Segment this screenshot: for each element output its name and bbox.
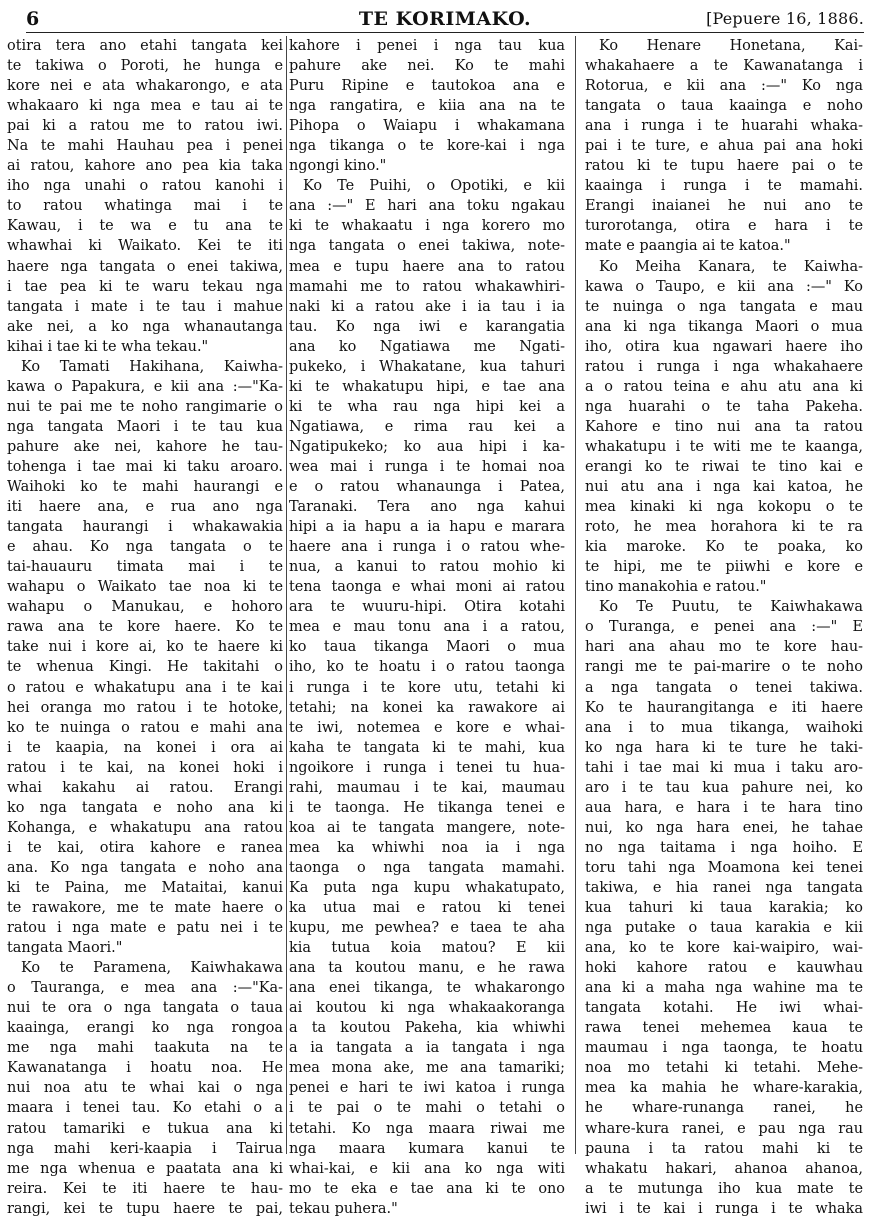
- text-line: ngoikore i runga i tenei tu hua-: [289, 759, 565, 776]
- text-line: haere nga tangata o enei takiwa,: [7, 258, 283, 275]
- text-line: kaha te tangata ki te mahi, kua: [289, 739, 565, 756]
- text-line: me nga mahi taakuta na te: [7, 1040, 283, 1057]
- text-line: rahi, maumau i te kai, maumau: [289, 779, 565, 796]
- text-line: pai ki a ratou me to ratou iwi.: [7, 118, 283, 135]
- text-line: tekau puhera.": [289, 1200, 398, 1217]
- text-line: ana ta koutou manu, e he rawa: [289, 960, 565, 977]
- text-line: nga rangatira, e kiia ana na te: [289, 98, 565, 115]
- text-line: nui te ora o nga tangata o taua: [7, 1000, 283, 1017]
- text-line: nga tangata Maori i te tau kua: [7, 418, 283, 435]
- text-line: Kahore e tino nui ana ta ratou: [585, 418, 863, 435]
- text-line: whakatupu i te witi me te kaanga,: [585, 438, 863, 455]
- text-line: ratou tamariki e tukua ana ki: [7, 1120, 283, 1137]
- text-line: a o ratou teina e ahu atu ana ki: [585, 378, 863, 395]
- text-line: nga tangata o enei takiwa, note-: [289, 238, 565, 255]
- text-line: whakatu hakari, ahanoa ahanoa,: [585, 1160, 863, 1177]
- page-number: 6: [26, 8, 40, 30]
- text-line: noa mo tetahi ki tetahi. Mehe-: [585, 1060, 863, 1077]
- text-line: whakaaro ki nga mea e tau ai te: [7, 98, 283, 115]
- text-line: i te taonga. He tikanga tenei e: [289, 799, 565, 816]
- text-line: kua tahuri ki taua karakia; ko: [585, 900, 863, 917]
- text-line: te nuinga o nga tangata e mau: [585, 298, 863, 315]
- text-line: Na te mahi Hauhau pea i penei: [7, 138, 283, 155]
- text-column-3: [585, 36, 863, 1217]
- text-line: kore nei e ata whakarongo, e ata: [7, 78, 283, 95]
- text-line: iho, ko te hoatu i o ratou taonga: [289, 659, 565, 676]
- text-line: wahapu o Waikato tae noa ki te: [7, 579, 283, 596]
- text-line: i te pai o te mahi o tetahi o: [289, 1100, 565, 1117]
- text-line: nga putake o taua karakia e kii: [585, 920, 863, 937]
- text-line: tai-hauauru timata mai i te: [7, 559, 283, 576]
- newspaper-title: TE KORIMAKO.: [358, 8, 532, 30]
- text-line: Ko Tamati Hakihana, Kaiwha-: [21, 358, 283, 375]
- text-line: he whare-runanga ranei, he: [585, 1100, 863, 1117]
- text-line: ara te wuuru-hipi. Otira kotahi: [289, 599, 565, 616]
- text-line: tetahi; na konei ka rawakore ai: [289, 699, 565, 716]
- text-line: mea e tupu haere ana to ratou: [289, 258, 565, 275]
- text-line: ki te whakaatu i nga korero mo: [289, 218, 565, 235]
- text-line: ana ki a maha nga wahine ma te: [585, 980, 863, 997]
- text-line: hipi a ia hapu a ia hapu e marara: [289, 519, 565, 536]
- text-line: tena taonga e whai moni ai ratou: [289, 579, 565, 596]
- text-line: ka utua mai e ratou ki tenei: [289, 900, 565, 917]
- text-line: te iwi, notemea e kore e whai-: [289, 719, 565, 736]
- text-line: whare-kura ranei, e pau nga rau: [585, 1120, 863, 1137]
- text-line: pahure ake nei. Ko te mahi: [289, 58, 565, 75]
- text-line: mea kinaki ki nga kokopu o te: [585, 499, 863, 516]
- text-line: naki ki a ratou ake i ia tau i ia: [289, 298, 565, 315]
- text-line: nga mahi keri-kaapia i Tairua: [7, 1140, 283, 1157]
- text-line: tangata i mate i te tau i mahue: [7, 298, 283, 315]
- text-line: ana i runga i te huarahi whaka-: [585, 118, 863, 135]
- text-line: iwi i te kai i runga i te whaka: [585, 1200, 863, 1217]
- text-line: Kawanatanga i hoatu noa. He: [7, 1060, 283, 1077]
- text-line: otira tera ano etahi tangata kei: [7, 38, 283, 54]
- text-line: taonga o nga tangata mamahi.: [289, 859, 565, 876]
- text-line: iti haere ana, e rua ano nga: [7, 499, 283, 516]
- text-line: Taranaki. Tera ano nga kahui: [289, 499, 565, 516]
- text-line: kia maroke. Ko te poaka, ko: [585, 539, 863, 556]
- text-line: me nga whenua e paatata ana ki: [7, 1160, 283, 1177]
- text-line: ko nga hara ki te ture he taki-: [585, 739, 863, 756]
- text-line: ana ko Ngatiawa me Ngati-: [289, 338, 565, 355]
- text-line: Ko Henare Honetana, Kai-: [599, 38, 863, 54]
- text-line: penei e hari te iwi katoa i runga: [289, 1080, 565, 1097]
- text-line: kaainga i runga i te mamahi.: [585, 178, 863, 195]
- text-line: nua, a kanui to ratou mohio ki: [289, 559, 565, 576]
- text-line: kupu, me pewhea? e taea te aha: [289, 920, 565, 937]
- text-line: a nga tangata o tenei takiwa.: [585, 679, 863, 696]
- text-line: ko nga tangata e noho ana ki: [7, 799, 283, 816]
- text-line: ai ratou, kahore ano pea kia taka: [7, 158, 283, 175]
- text-line: Waihoki ko te mahi haurangi e: [7, 479, 283, 496]
- text-line: Kohanga, e whakatupu ana ratou: [7, 819, 283, 836]
- text-line: hei oranga mo ratou i te hotoke,: [7, 699, 283, 716]
- text-line: te hipi, me te piiwhi e kore e: [585, 559, 863, 576]
- text-line: i te kaapia, na konei i ora ai: [7, 739, 283, 756]
- text-line: iho nga unahi o ratou kanohi i: [7, 178, 283, 195]
- text-line: pauna i ta ratou mahi ki te: [585, 1140, 863, 1157]
- text-line: te rawakore, me te mate haere o: [7, 900, 283, 917]
- text-line: ake nei, a ko nga whanautanga: [7, 318, 283, 335]
- text-line: nui, ko nga hara enei, he tahae: [585, 819, 863, 836]
- text-line: Ko Te Puutu, te Kaiwhakawa: [599, 599, 863, 616]
- text-line: nga tikanga o te kore-kai i nga: [289, 138, 565, 155]
- text-line: nui te pai me te noho rangimarie o: [7, 398, 283, 415]
- text-line: kaainga, erangi ko nga rongoa: [7, 1020, 283, 1037]
- text-line: turorotanga, otira e hara i te: [585, 218, 863, 235]
- text-line: Ko te Paramena, Kaiwhakawa: [21, 960, 283, 977]
- text-line: ratou ki te tupu haere pai o te: [585, 158, 863, 175]
- text-line: hari ana ahau mo te kore hau-: [585, 639, 863, 656]
- text-line: mate e paangia ai te katoa.": [585, 238, 791, 255]
- text-line: nui atu ana i nga kai katoa, he: [585, 479, 863, 496]
- text-line: to ratou whatinga mai i te: [7, 198, 283, 215]
- text-line: wea mai i runga i te homai noa: [289, 458, 565, 475]
- text-line: tangata haurangi i whakawakia: [7, 519, 283, 536]
- text-line: a te mutunga iho kua mate te: [585, 1180, 863, 1197]
- text-line: whai-kai, e kii ana ko nga witi: [289, 1160, 565, 1177]
- text-line: rawa tenei mehemea kaua te: [585, 1020, 863, 1037]
- text-line: whakahaere a te Kawanatanga i: [585, 58, 863, 75]
- text-line: Ngatipukeko; ko aua hipi i ka-: [289, 438, 565, 455]
- text-line: koa ai te tangata mangere, note-: [289, 819, 565, 836]
- text-line: ki te Paina, me Mataitai, kanui: [7, 879, 283, 896]
- text-line: Pihopa o Waiapu i whakamana: [289, 118, 565, 135]
- text-line: tetahi. Ko nga maara riwai me: [289, 1120, 565, 1137]
- text-line: tangata Maori.": [7, 940, 123, 957]
- text-line: tahi i tae mai ki mua i taku aro-: [585, 759, 863, 776]
- text-line: whai kakahu ai ratou. Erangi: [7, 779, 283, 796]
- text-line: ana i to mua tikanga, waihoki: [585, 719, 863, 736]
- text-line: tohenga i tae mai ki taku aroaro.: [7, 458, 283, 475]
- text-line: pahure ake nei, kahore he tau-: [7, 438, 283, 455]
- text-line: Ka puta nga kupu whakatupato,: [289, 879, 565, 896]
- text-line: kahore i penei i nga tau kua: [289, 38, 565, 54]
- text-line: kihai i tae ki te wha tekau.": [7, 338, 209, 355]
- text-line: te whenua Kingi. He takitahi o: [7, 659, 283, 676]
- text-line: ratou i runga i nga whakahaere: [585, 358, 863, 375]
- text-line: ana, ko te kore kai-waipiro, wai-: [585, 940, 863, 957]
- text-line: kawa o Papakura, e kii ana :—"Ka-: [7, 378, 283, 395]
- text-line: tino manakohia e ratou.": [585, 579, 767, 596]
- text-line: o Turanga, e penei ana :—" E: [585, 619, 863, 636]
- text-line: pai i te ture, e ahua pai ana hoki: [585, 138, 863, 155]
- text-line: kia tutua koia matou? E kii: [289, 940, 565, 957]
- text-line: Ko Te Puihi, o Opotiki, e kii: [303, 178, 565, 195]
- text-line: iho, otira kua ngawari haere iho: [585, 338, 863, 355]
- text-line: wahapu o Manukau, e hohoro: [7, 599, 283, 616]
- text-line: tangata kotahi. He iwi whai-: [585, 1000, 863, 1017]
- text-line: ki te whakatupu hipi, e tae ana: [289, 378, 565, 395]
- text-line: maumau i nga taonga, te hoatu: [585, 1040, 863, 1057]
- text-line: Ko te haurangitanga e iti haere: [585, 699, 863, 716]
- issue-date: [Pepuere 16, 1886.: [706, 9, 864, 28]
- text-line: o ratou e whakatupu ana i te kai: [7, 679, 283, 696]
- text-line: aro i te tau kua pahure nei, ko: [585, 779, 863, 796]
- text-line: ratou i nga mate e patu nei i te: [7, 920, 283, 937]
- text-line: tau. Ko nga iwi e karangatia: [289, 318, 565, 335]
- text-line: rawa ana te kore haere. Ko te: [7, 619, 283, 636]
- text-line: mo te eka e tae ana ki te ono: [289, 1180, 565, 1197]
- text-line: roto, he mea horahora ki te ra: [585, 519, 863, 536]
- text-line: mea ka whiwhi noa ia i nga: [289, 839, 565, 856]
- text-line: nga maara kumara kanui te: [289, 1140, 565, 1157]
- text-line: Rotorua, e kii ana :—" Ko nga: [585, 78, 863, 95]
- text-line: hoki kahore ratou e kauwhau: [585, 960, 863, 977]
- text-column-1: [7, 36, 283, 1217]
- text-line: reira. Kei te iti haere te hau-: [7, 1180, 283, 1197]
- text-line: takiwa, e hia ranei nga tangata: [585, 879, 863, 896]
- text-line: kawa o Taupo, e kii ana :—" Ko: [585, 278, 863, 295]
- text-line: toru tahi nga Moamona kei tenei: [585, 859, 863, 876]
- text-line: mea e mau tonu ana i a ratou,: [289, 619, 565, 636]
- text-line: i runga i te kore utu, tetahi ki: [289, 679, 565, 696]
- text-line: ratou i te kai, na konei hoki i: [7, 759, 283, 776]
- text-line: ana enei tikanga, te whakarongo: [289, 980, 565, 997]
- text-line: pukeko, i Whakatane, kua tahuri: [289, 358, 565, 375]
- text-line: no nga taitama i nga hoiho. E: [585, 839, 863, 856]
- text-line: mea ka mahia he whare-karakia,: [585, 1080, 863, 1097]
- text-line: Ko Meiha Kanara, te Kaiwha-: [599, 258, 863, 275]
- text-line: maara i tenei tau. Ko etahi o a: [7, 1100, 283, 1117]
- text-line: take nui i kore ai, ko te haere ki: [7, 639, 283, 656]
- text-column-2: [289, 36, 565, 1217]
- page-header: [26, 6, 864, 33]
- text-line: o Tauranga, e mea ana :—"Ka-: [7, 980, 283, 997]
- text-line: ana :—" E hari ana toku ngakau: [289, 198, 565, 215]
- text-line: ngongi kino.": [289, 158, 387, 175]
- text-line: rangi me te pai-marire o te noho: [585, 659, 863, 676]
- text-line: erangi ko te riwai te tino kai e: [585, 458, 863, 475]
- column-divider: [575, 36, 576, 1154]
- column-divider: [286, 36, 287, 1154]
- text-line: tangata o taua kaainga e noho: [585, 98, 863, 115]
- text-line: rangi, kei te tupu haere te pai,: [7, 1200, 283, 1217]
- text-line: i te kai, otira kahore e ranea: [7, 839, 283, 856]
- text-line: whawhai ki Waikato. Kei te iti: [7, 238, 283, 255]
- text-line: ko te nuinga o ratou e mahi ana: [7, 719, 283, 736]
- text-line: ai koutou ki nga whakaakoranga: [289, 1000, 565, 1017]
- text-line: ko taua tikanga Maori o mua: [289, 639, 565, 656]
- text-line: a ta koutou Pakeha, kia whiwhi: [289, 1020, 565, 1037]
- text-line: aua hara, e hara i te hara tino: [585, 799, 863, 816]
- text-line: Erangi inaianei he nui ano te: [585, 198, 863, 215]
- text-line: Kawau, i te wa e tu ana te: [7, 218, 283, 235]
- text-line: nga huarahi o te taha Pakeha.: [585, 398, 863, 415]
- text-line: ki te wha rau nga hipi kei a: [289, 398, 565, 415]
- text-line: a ia tangata a ia tangata i nga: [289, 1040, 565, 1057]
- text-line: mea mona ake, me ana tamariki;: [289, 1060, 565, 1077]
- text-line: e o ratou whanaunga i Patea,: [289, 479, 565, 496]
- text-line: haere ana i runga i o ratou whe-: [289, 539, 565, 556]
- text-line: mamahi me to ratou whakawhiri-: [289, 278, 565, 295]
- text-line: i tae pea ki te waru tekau nga: [7, 278, 283, 295]
- text-line: ana ki nga tikanga Maori o mua: [585, 318, 863, 335]
- text-line: Puru Ripine e tautokoa ana e: [289, 78, 565, 95]
- text-line: Ngatiawa, e rima rau kei a: [289, 418, 565, 435]
- text-line: nui noa atu te whai kai o nga: [7, 1080, 283, 1097]
- text-line: te takiwa o Poroti, he hunga e: [7, 58, 283, 75]
- text-line: e ahau. Ko nga tangata o te: [7, 539, 283, 556]
- text-line: ana. Ko nga tangata e noho ana: [7, 859, 283, 876]
